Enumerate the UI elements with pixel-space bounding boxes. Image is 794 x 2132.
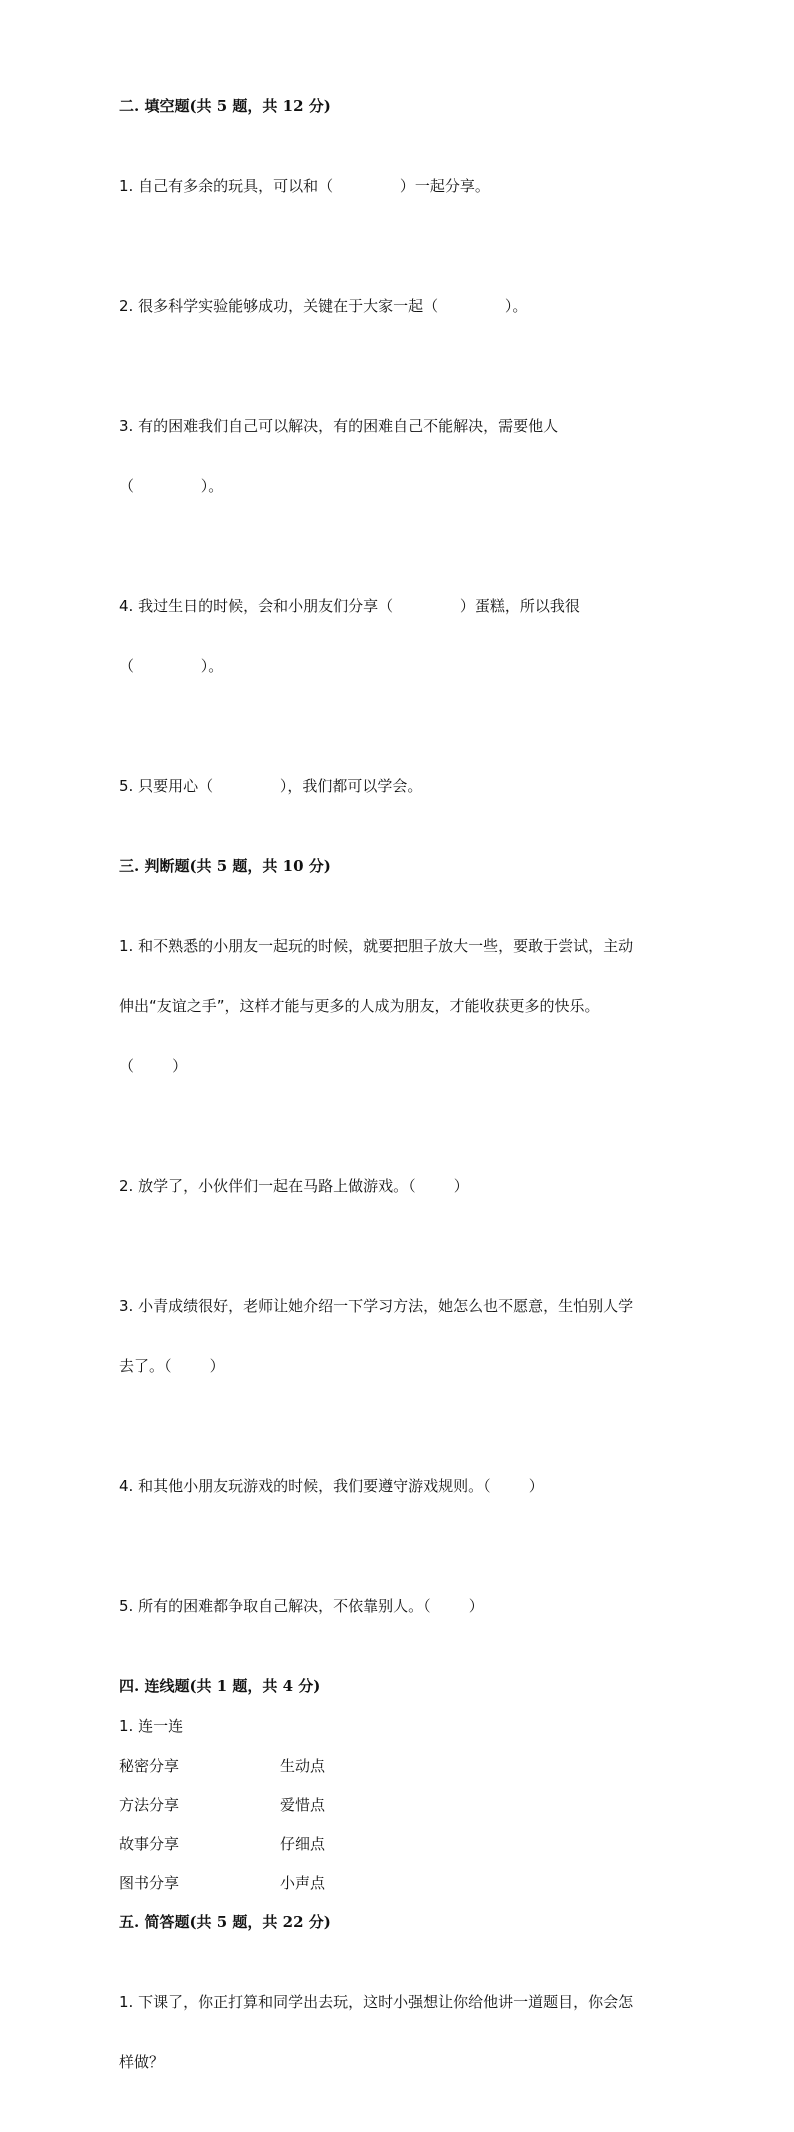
match-right-item: 小声点 <box>280 1874 326 1892</box>
question-line: 3. 小青成绩很好，老师让她介绍一下学习方法，她怎么也不愿意，生怕别人学 <box>119 1297 634 1315</box>
worksheet-page <box>119 96 679 2132</box>
question-line: 5. 所有的困难都争取自己解决，不依靠别人。（ ） <box>119 1597 484 1615</box>
question-line: （ ）。 <box>119 477 224 495</box>
match-right-item: 仔细点 <box>280 1835 326 1853</box>
judge-question-1 <box>119 896 679 1116</box>
judge-question-5 <box>119 1556 679 1656</box>
match-row <box>119 1756 679 1776</box>
short-question-1 <box>119 1952 679 2112</box>
fill-question-3 <box>119 376 679 536</box>
section-title-fill: 二. 填空题(共 5 题，共 12 分) <box>119 97 331 115</box>
question-line: 5. 只要用心（ ），我们都可以学会。 <box>119 777 423 795</box>
fill-question-1 <box>119 136 679 236</box>
match-right-item: 生动点 <box>280 1757 326 1775</box>
question-line: 2. 放学了，小伙伴们一起在马路上做游戏。（ ） <box>119 1177 469 1195</box>
fill-question-2 <box>119 256 679 356</box>
judge-question-4 <box>119 1436 679 1536</box>
judge-question-2 <box>119 1136 679 1236</box>
match-left-item: 秘密分享 <box>119 1757 180 1775</box>
question-line: （ ） <box>119 1057 188 1075</box>
section-title-judge: 三. 判断题(共 5 题，共 10 分) <box>119 857 331 875</box>
match-row <box>119 1795 679 1815</box>
question-line: （ ）。 <box>119 657 224 675</box>
question-line: 4. 和其他小朋友玩游戏的时候，我们要遵守游戏规则。（ ） <box>119 1477 544 1495</box>
question-line: 样做？ <box>119 2053 165 2071</box>
match-left-item: 方法分享 <box>119 1796 180 1814</box>
question-line: 1. 下课了，你正打算和同学出去玩，这时小强想让你给他讲一道题目，你会怎 <box>119 1993 634 2011</box>
question-line: 伸出“友谊之手”，这样才能与更多的人成为朋友，才能收获更多的快乐。 <box>119 997 600 1015</box>
match-left-item: 图书分享 <box>119 1874 180 1892</box>
question-line: 4. 我过生日的时候，会和小朋友们分享（ ）蛋糕，所以我很 <box>119 597 580 615</box>
question-line: 3. 有的困难我们自己可以解决，有的困难自己不能解决，需要他人 <box>119 417 559 435</box>
question-line: 去了。（ ） <box>119 1357 225 1375</box>
fill-question-5 <box>119 736 679 836</box>
section-title-short: 五. 简答题(共 5 题，共 22 分) <box>119 1913 331 1931</box>
fill-question-4 <box>119 556 679 716</box>
question-line: 1. 自己有多余的玩具，可以和（ ）一起分享。 <box>119 177 490 195</box>
judge-question-3 <box>119 1256 679 1416</box>
match-row <box>119 1834 679 1854</box>
section-title-match: 四. 连线题(共 1 题，共 4 分) <box>119 1677 321 1695</box>
question-line: 2. 很多科学实验能够成功，关键在于大家一起（ ）。 <box>119 297 528 315</box>
match-right-item: 爱惜点 <box>280 1796 326 1814</box>
match-left-item: 故事分享 <box>119 1835 180 1853</box>
match-prompt: 1. 连一连 <box>119 1717 184 1735</box>
question-line: 1. 和不熟悉的小朋友一起玩的时候，就要把胆子放大一些，要敢于尝试，主动 <box>119 937 634 955</box>
match-row <box>119 1873 679 1893</box>
